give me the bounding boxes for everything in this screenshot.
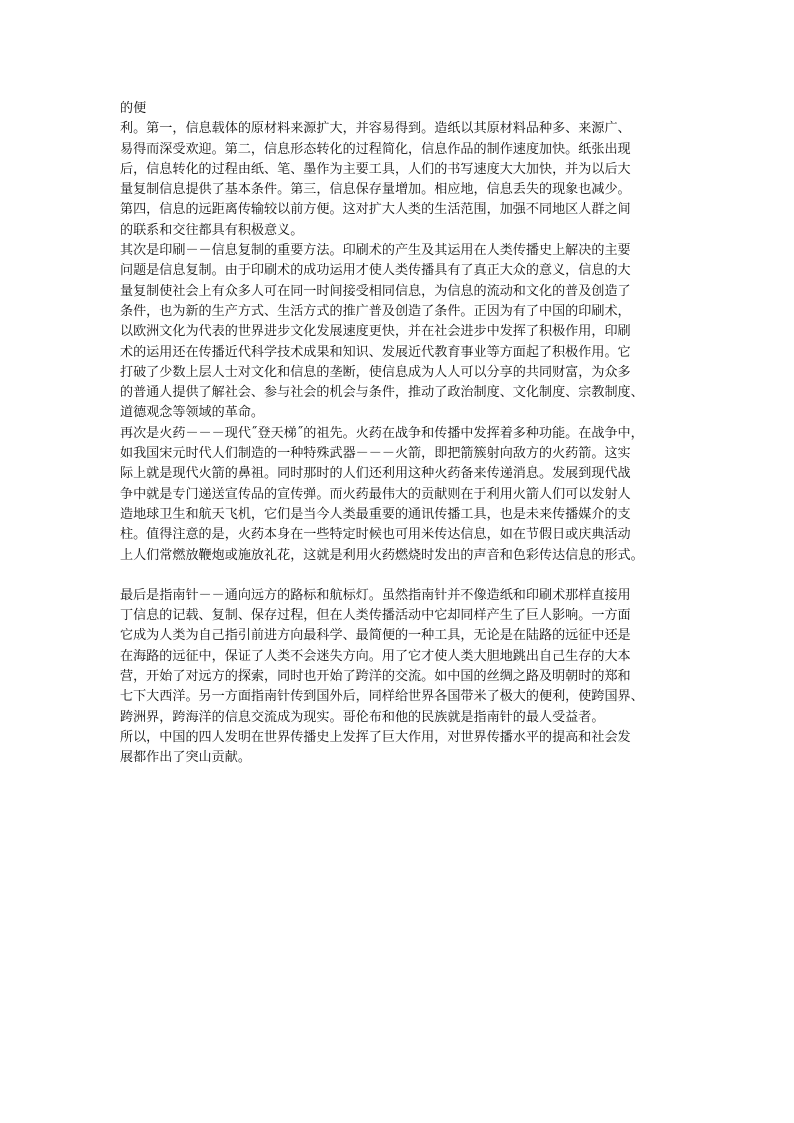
paragraph-spacer (120, 566, 680, 586)
paragraph-printing: 其次是印刷－－信息复制的重要方法。印刷术的产生及其运用在人类传播史上解决的主要 问题是信息复制。由于印刷术的成功运用才使人类传播具有了真正大众的意义，信息的大 量复制使社会上有众多人可在同一时间接受相同信息，为信息的流动和文化的普及创造了 条件，也为新的生产方式、生活方式的推广普及创造了条件。正因为有了中国的印刷术， 以欧洲文化为代表的世界进步文化发展速度更快，并在社会进步中发挥了积极作用，印刷 术的运用还在传播近代科学技术成果和知识、发展近代教育事业等方面起了积极作用。它 打破了少数上层人士对文化和信息的垄断，使信息成为人人可以分享的共同财富，为众多 的普通人提供了解社会、参与社会的机会与条件，推动了政治制度、文化制度、宗教制度、 道德观念等领域的革命。 (120, 243, 644, 421)
paragraph-gunpowder: 再次是火药－－－现代˝登天梯˝的祖先。火药在战争和传播中发挥着多种功能。在战争中， 如我国宋元时代人们制造的一种特殊武器－－－火箭，即把箭簇射向敌方的火药箭。这实 际上就是现代火箭的鼻祖。同时那时的人们还利用这种火药备来传递消息。发展到现代战 争中就是专门递送宣传品的宣传弹。而火药最伟大的贡献则在于利用火箭人们可以发射人 造地球卫生和航天飞机，它们是当今人类最重要的通讯传播工具，也是未来传播媒介的支 柱。值得注意的是，火药本身在一些特定时候也可用米传达信息，如在节假日或庆典活动 上人们常燃放鞭炮或施放礼花，这就是利用火药燃烧时发出的声音和色彩传达信息的形式。 (120, 425, 644, 563)
paragraph-compass: 最后是指南针－－通向远方的路标和航标灯。虽然指南针并不像造纸和印刷术那样直接用 丁信息的记载、复制、保存过程，但在人类传播活动中它却同样产生了巨人影响。一方面 它成为人类为自己指引前进方向最科学、最简便的一种工具，无论是在陆路的远征中还是 在海路的远征中，保证了人类不会迷失方向。用了它才使人类大胆地跳出自己生存的大本 营，开始了对远方的探索，同时也开始了跨洋的交流。如中国的丝绸之路及明朝时的郑和 七下大西洋。另一方面指南针传到国外后，同样给世界各国带米了极大的便利，使跨国界、 跨洲界，跨海洋的信息交流成为现实。哥伦布和他的民族就是指南针的最人受益者。 (120, 587, 644, 725)
paragraph-conclusion: 所以，中国的四人发明在世界传播史上发挥了巨大作用，对世界传播水平的提高和社会发 展都作出了突山贡献。 (120, 729, 631, 766)
document-page (120, 99, 680, 769)
paragraph-paper: 的便 利。第一，信息载体的原材料来源扩大，并容易得到。造纸以其原材料品种多、来源广、 易得而深受欢迎。第二，信息形态转化的过程简化，信息作品的制作速度加快。纸张出现 后，信息转化的过程由纸、笔、墨作为主要工具，人们的书写速度大大加快，并为以后大 量复制信息提供了基本条件。第三，信息保存量增加。相应地，信息丢失的现象也减少。 第四，信息的远距离传输较以前方便。这对扩大人类的生活范围，加强不同地区人群之间 的联系和交往都具有积极意义。 (120, 101, 631, 238)
